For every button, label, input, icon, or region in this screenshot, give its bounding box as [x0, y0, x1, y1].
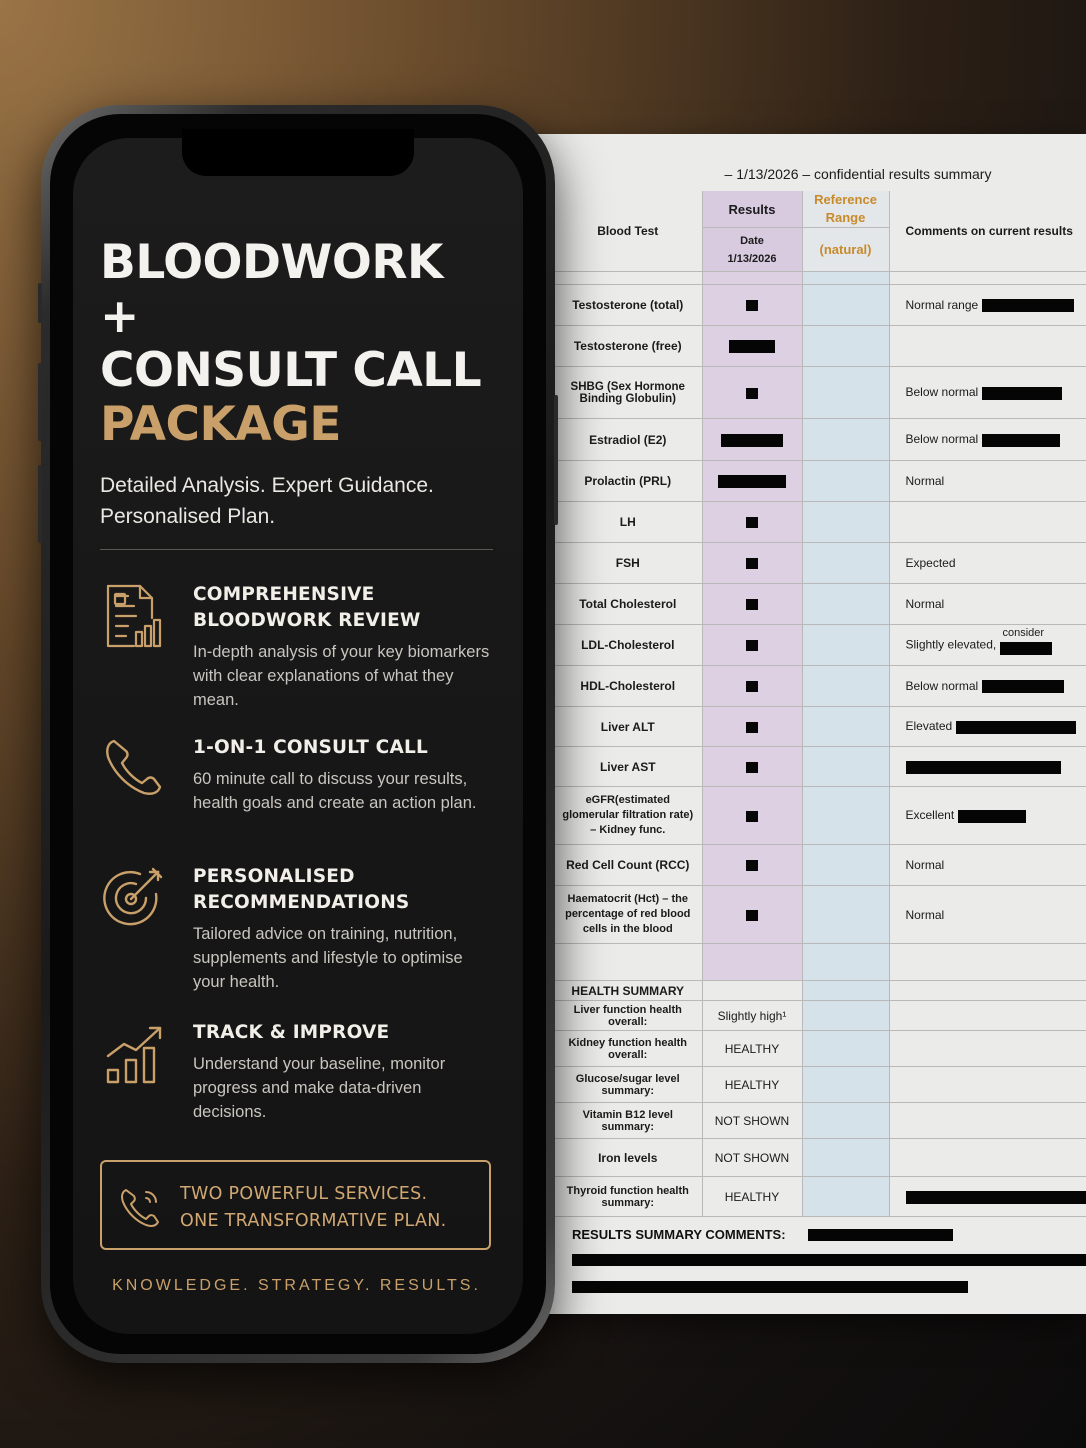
comment: Expected — [889, 543, 1086, 584]
table-row — [554, 543, 1086, 584]
table-row — [554, 584, 1086, 625]
feature-description: Understand your baseline, monitor progress and make data-driven decisions. — [193, 1055, 446, 1121]
divider — [100, 549, 493, 550]
redacted-value — [721, 434, 783, 447]
test-name: Liver AST — [554, 747, 702, 787]
summary-value: HEALTHY — [702, 1031, 802, 1067]
header-date: Date 1/13/2026 — [702, 228, 802, 272]
table-row — [554, 886, 1086, 944]
volume-up-button — [38, 363, 42, 441]
test-name: SHBG (Sex Hormone Binding Globulin) — [554, 367, 702, 419]
test-name: HDL-Cholesterol — [554, 666, 702, 707]
test-name: Prolactin (PRL) — [554, 461, 702, 502]
redacted-value — [746, 722, 758, 733]
summary-value: Slightly high¹ — [702, 1001, 802, 1031]
summary-row: Glucose/sugar level summary: HEALTHY — [554, 1067, 1086, 1103]
redaction-bar — [808, 1229, 953, 1241]
table-row — [554, 625, 1086, 666]
table-row — [554, 845, 1086, 886]
feature-description: 60 minute call to discuss your results, health goals and create an action plan. — [193, 770, 477, 812]
redacted-value — [729, 340, 775, 353]
comment: Normal range — [905, 297, 979, 312]
summary-row: Thyroid function health summary: HEALTHY — [554, 1177, 1086, 1217]
comment: Below normal — [905, 385, 979, 400]
tagline: KNOWLEDGE. STRATEGY. RESULTS. — [112, 1277, 481, 1294]
test-name: Liver ALT — [554, 707, 702, 747]
comment: Normal — [889, 845, 1086, 886]
comment-extra: consider — [1002, 627, 1045, 639]
summary-value: HEALTHY — [702, 1177, 802, 1217]
header-blood-test: Blood Test — [554, 191, 702, 272]
power-button — [554, 395, 558, 525]
test-name: Red Cell Count (RCC) — [554, 845, 702, 886]
volume-down-button — [38, 465, 42, 543]
redacted-value — [746, 811, 758, 822]
health-summary-label: HEALTH SUMMARY — [554, 981, 702, 1001]
test-name: FSH — [554, 543, 702, 584]
results-table — [554, 191, 1086, 1217]
test-name: Testosterone (free) — [554, 326, 702, 367]
summary-row: Vitamin B12 level summary: NOT SHOWN — [554, 1103, 1086, 1139]
comment: Below normal — [905, 678, 979, 693]
redacted-value — [746, 640, 758, 651]
report-title: – 1/13/2026 – confidential results summary — [724, 166, 992, 182]
summary-value: NOT SHOWN — [702, 1103, 802, 1139]
growth-chart-icon — [100, 1020, 170, 1090]
test-name: LDL-Cholesterol — [554, 625, 702, 666]
table-row — [554, 747, 1086, 787]
table-row — [554, 285, 1086, 326]
table-row — [554, 461, 1086, 502]
summary-value: HEALTHY — [702, 1067, 802, 1103]
phone-notch — [182, 129, 414, 176]
comment: Slightly elevated, — [905, 637, 997, 652]
document-chart-icon — [100, 582, 170, 652]
results-summary-comments-label: RESULTS SUMMARY COMMENTS: — [572, 1227, 786, 1242]
feature-title: PERSONALISED RECOMMENDATIONS — [193, 866, 410, 913]
page-title: BLOODWORK + CONSULT CALL PACKAGE — [100, 235, 482, 452]
summary-row: Iron levels NOT SHOWN — [554, 1139, 1086, 1177]
side-button — [38, 283, 42, 323]
feature-title: 1-ON-1 CONSULT CALL — [193, 737, 428, 758]
feature-title: COMPREHENSIVE BLOODWORK REVIEW — [193, 584, 421, 631]
test-name: Haematocrit (Hct) – the percentage of red blood cells in the blood — [554, 886, 702, 944]
redacted-value — [746, 762, 758, 773]
health-summary-header-row — [554, 981, 1086, 1001]
cta-text: TWO POWERFUL SERVICES. ONE TRANSFORMATIVE PLAN. — [180, 1184, 447, 1231]
header-comments: Comments on current results — [889, 191, 1086, 272]
redacted-value — [746, 599, 758, 610]
redacted-value — [746, 910, 758, 921]
table-row — [554, 787, 1086, 845]
table-row — [554, 367, 1086, 419]
comment: Below normal — [905, 432, 979, 447]
comment: Normal — [889, 461, 1086, 502]
table-row — [554, 707, 1086, 747]
phone-call-icon — [118, 1184, 166, 1232]
cta-banner[interactable] — [100, 1160, 491, 1250]
table-row — [554, 666, 1086, 707]
comment: Excellent — [905, 808, 955, 823]
redacted-value — [746, 388, 758, 399]
test-name: eGFR(estimated glomerular filtration rate) – Kidney func. — [554, 787, 702, 845]
redacted-value — [718, 475, 786, 488]
test-name: Testosterone (total) — [554, 285, 702, 326]
redacted-value — [746, 517, 758, 528]
redacted-value — [746, 860, 758, 871]
feature-title: TRACK & IMPROVE — [193, 1022, 390, 1043]
redacted-value — [746, 681, 758, 692]
table-row — [554, 326, 1086, 367]
header-results: Results — [702, 191, 802, 228]
table-row — [554, 502, 1086, 543]
redacted-value — [746, 300, 758, 311]
feature-description: In-depth analysis of your key biomarkers with clear explanations of what they mean. — [193, 643, 490, 709]
header-reference-natural: (natural) — [802, 228, 889, 272]
table-row — [554, 419, 1086, 461]
subtitle: Detailed Analysis. Expert Guidance. Personalised Plan. — [100, 474, 434, 528]
summary-row: Liver function health overall: Slightly high¹ — [554, 1001, 1086, 1031]
comment: Normal — [889, 886, 1086, 944]
header-reference-range: Reference Range — [802, 191, 889, 228]
test-name: Total Cholesterol — [554, 584, 702, 625]
comment: Elevated — [905, 719, 953, 734]
test-name: Estradiol (E2) — [554, 419, 702, 461]
summary-value: NOT SHOWN — [702, 1139, 802, 1177]
lab-report-sheet — [530, 134, 1086, 1314]
target-icon — [100, 864, 170, 934]
redaction-bar — [572, 1281, 968, 1293]
redacted-value — [746, 558, 758, 569]
test-name: LH — [554, 502, 702, 543]
phone-icon — [100, 735, 170, 805]
redaction-bar — [572, 1254, 1086, 1266]
comment: Normal — [889, 584, 1086, 625]
summary-row: Kidney function health overall: HEALTHY — [554, 1031, 1086, 1067]
feature-description: Tailored advice on training, nutrition, supplements and lifestyle to optimise your health. — [193, 925, 463, 991]
